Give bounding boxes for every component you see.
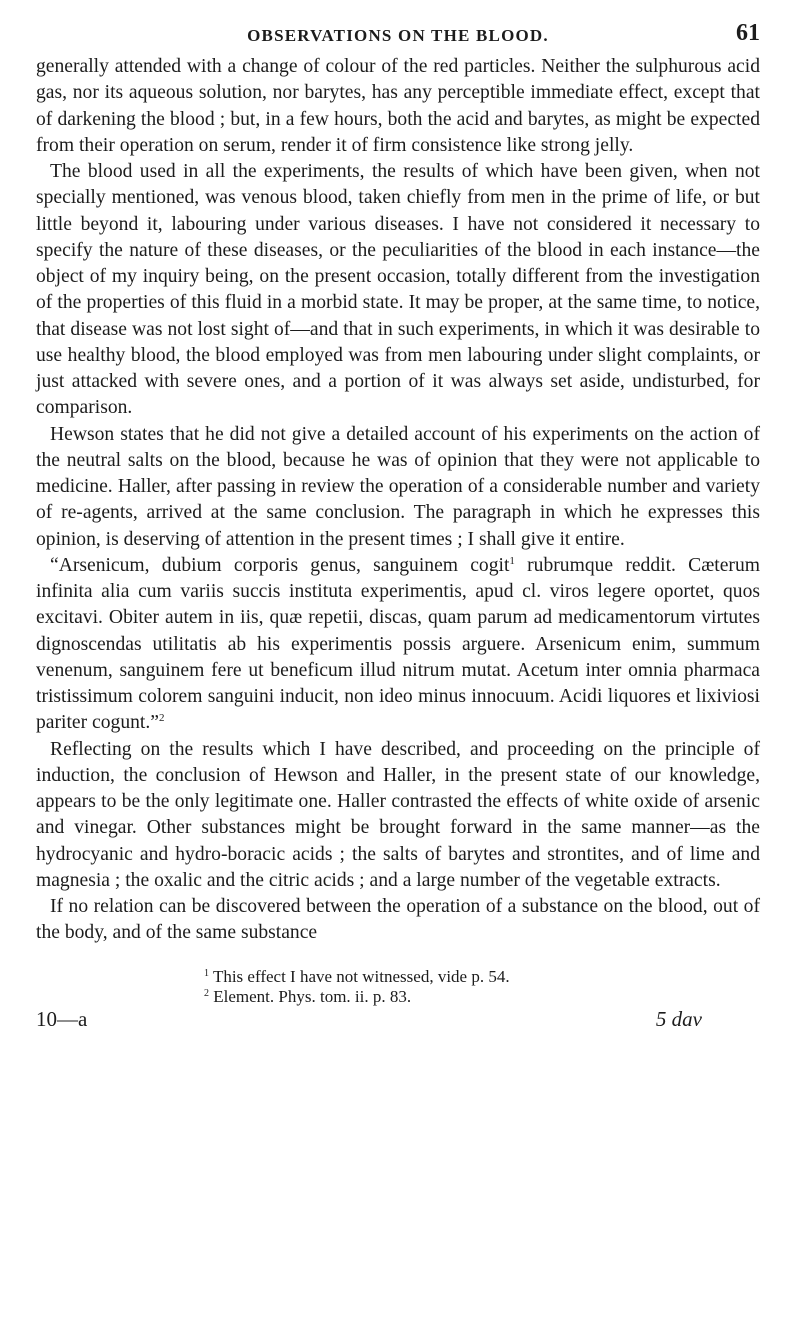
running-title: OBSERVATIONS ON THE BLOOD.: [247, 26, 549, 45]
footnote-text: Element. Phys. tom. ii. p. 83.: [213, 986, 412, 1006]
footnote-text: This effect I have not witnessed, vide p. 54.: [212, 966, 510, 986]
book-page: [36, 18, 760, 1033]
signature-mark-left: 10—a: [36, 1006, 88, 1031]
running-head: [36, 18, 760, 54]
footnote: [204, 987, 760, 1007]
footnote-number: 2: [204, 987, 209, 999]
quotation-text-rest: rubrumque reddit. Cæterum infinita alia cum variis succis instituta experimentis, apud cl. viros legere oportet, quos excitavi. Obiter autem in iis, quæ repetii, discas, quam parum ad medicamentorum virtutes dignoscendas utilitatis ab his experimentis possis arguere. Arsenicum enim, summum venenum, sanguinem fere ut beneficum illud nitrum mutat. Acetum inter omnia pharmaca tristissimum colorem sanguini inducit, non ideo minus innocuum. Acidi liquores et lixiviosi pariter cogunt.”: [36, 554, 760, 734]
footnote-number: 1: [204, 967, 209, 979]
quotation-text-start: “Arsenicum, dubium corporis genus, sanguinem cogit: [50, 554, 510, 576]
paragraph: The blood used in all the experiments, the results of which have been given, when not specially mentioned, was venous blood, taken chiefly from men in the prime of life, or but little beyond it, labouring under various diseases. I have not considered it necessary to specify the nature of these diseases, or the peculiarities of the blood in each instance—the object of my inquiry being, on the present occasion, totally different from the investigation of the properties of this fluid in a morbid state. It may be proper, at the same time, to notice, that disease was not lost sight of—and that in such experiments, in which it was desirable to use healthy blood, the blood employed was from men labouring under slight complaints, or just attacked with severe ones, and a portion of it was always set aside, undisturbed, for comparison.: [36, 161, 760, 419]
paragraph: If no relation can be discovered between the operation of a substance on the blood, out of the body, and of the same substance: [36, 896, 760, 944]
footnotes: [36, 967, 760, 1007]
footnote-mark-1: 1: [509, 554, 515, 567]
signature-mark-right: 5 dav: [655, 1006, 702, 1031]
paragraph: Reflecting on the results which I have described, and proceeding on the principle of induction, the conclusion of Hewson and Haller, in the present state of our knowledge, appears to be the only legitimate one. Haller contrasted the effects of white oxide of arsenic and vinegar. Other substances might be brought forward in the same manner—as the hydrocyanic and hydro-boracic acids ; the salts of barytes and strontites, and of lime and magnesia ; the oxalic and the citric acids ; and a large number of the vegetable extracts.: [36, 738, 760, 891]
body-text: [36, 54, 760, 947]
latin-quotation: [36, 553, 760, 737]
page-number: 61: [736, 20, 760, 46]
paragraph: Hewson states that he did not give a detailed account of his experiments on the action of the neutral salts on the blood, because he was of opinion that they were not applicable to medicine. Haller, after passing in review the operation of a considerable number and variety of re-agents, arrived at the same conclusion. The paragraph in which he expresses this opinion, is deserving of attention in the present times ; I shall give it entire.: [36, 423, 760, 550]
footnote-mark-2: 2: [158, 712, 165, 725]
footnote: [204, 967, 760, 987]
paragraph: generally attended with a change of colour of the red particles. Neither the sulphurous acid gas, nor its aqueous solution, nor barytes, has any perceptible immediate effect, except that of darkening the blood ; but, in a few hours, both the acid and barytes, as might be expected from their operation on serum, render it of firm consistence like strong jelly.: [36, 56, 760, 156]
printer-signatures: [36, 1007, 760, 1033]
